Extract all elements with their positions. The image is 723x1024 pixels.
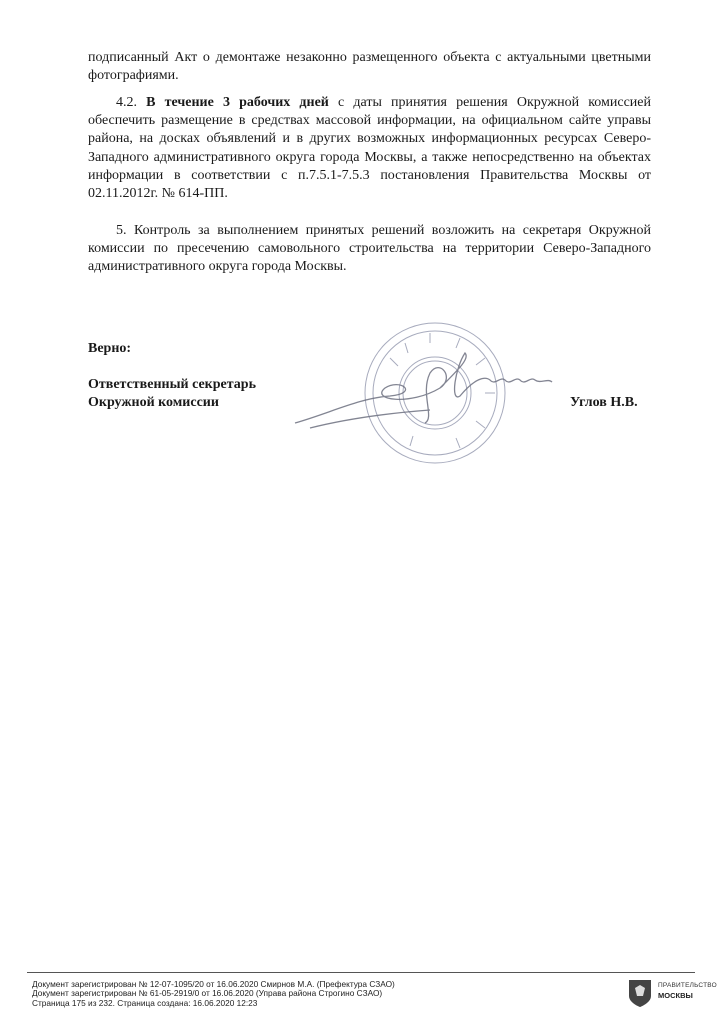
signer-name: Углов Н.В. [570, 395, 638, 410]
seal-stamp [290, 318, 565, 478]
signer-title-line2: Окружной комиссии [88, 395, 219, 410]
paragraph-number: 4.2. [116, 95, 147, 110]
page-info-line: Страница 175 из 232. Страница создана: 16.06.2020 12:23 [32, 997, 258, 1008]
registration-footer [32, 980, 395, 1008]
paragraph-text: с даты принятия решения Окружной комиссией обеспечить размещение в средствах массовой информации, на официальном сайте управы района, на досках объявлений и в других возможных информационных ресурсах Северо-Западного административного округа города Москвы, а также непосредственно на объектах информации в соответствии с п.7.5.1-7.5.3 постановления Правительства Москвы от 02.11.2012г. № 614-ПП. [88, 95, 651, 202]
moscow-government-logo [628, 976, 723, 1016]
paragraph-act: подписанный Акт о демонтаже незаконно размещенного объекта с актуальными цветными фотографиями. [88, 50, 651, 84]
footer-divider [27, 972, 695, 973]
registration-line-1: Документ зарегистрирован № 12-07-1095/20 от 16.06.2020 Смирнов М.А. (Префектура СЗАО) [32, 979, 395, 989]
registration-line-2: Документ зарегистрирован № 61-05-2919/0 от 16.06.2020 (Управа района Строгино СЗАО) [32, 988, 383, 999]
logo-line-2: МОСКВЫ [658, 991, 693, 1000]
paragraph-5: 5. Контроль за выполнением принятых решений возложить на секретаря Окружной комиссии по пресечению самовольного строительства на территории Северо-Западного административного округа города Москвы. [88, 223, 651, 275]
deadline-bold: В течение 3 рабочих дней [146, 95, 329, 110]
logo-line-1: ПРАВИТЕЛЬСТВО [658, 982, 717, 989]
paragraph-4-2 [88, 94, 651, 203]
verno-label: Верно: [88, 341, 132, 356]
signer-title-line1: Ответственный секретарь [88, 377, 256, 392]
moscow-emblem-icon [628, 978, 652, 1008]
